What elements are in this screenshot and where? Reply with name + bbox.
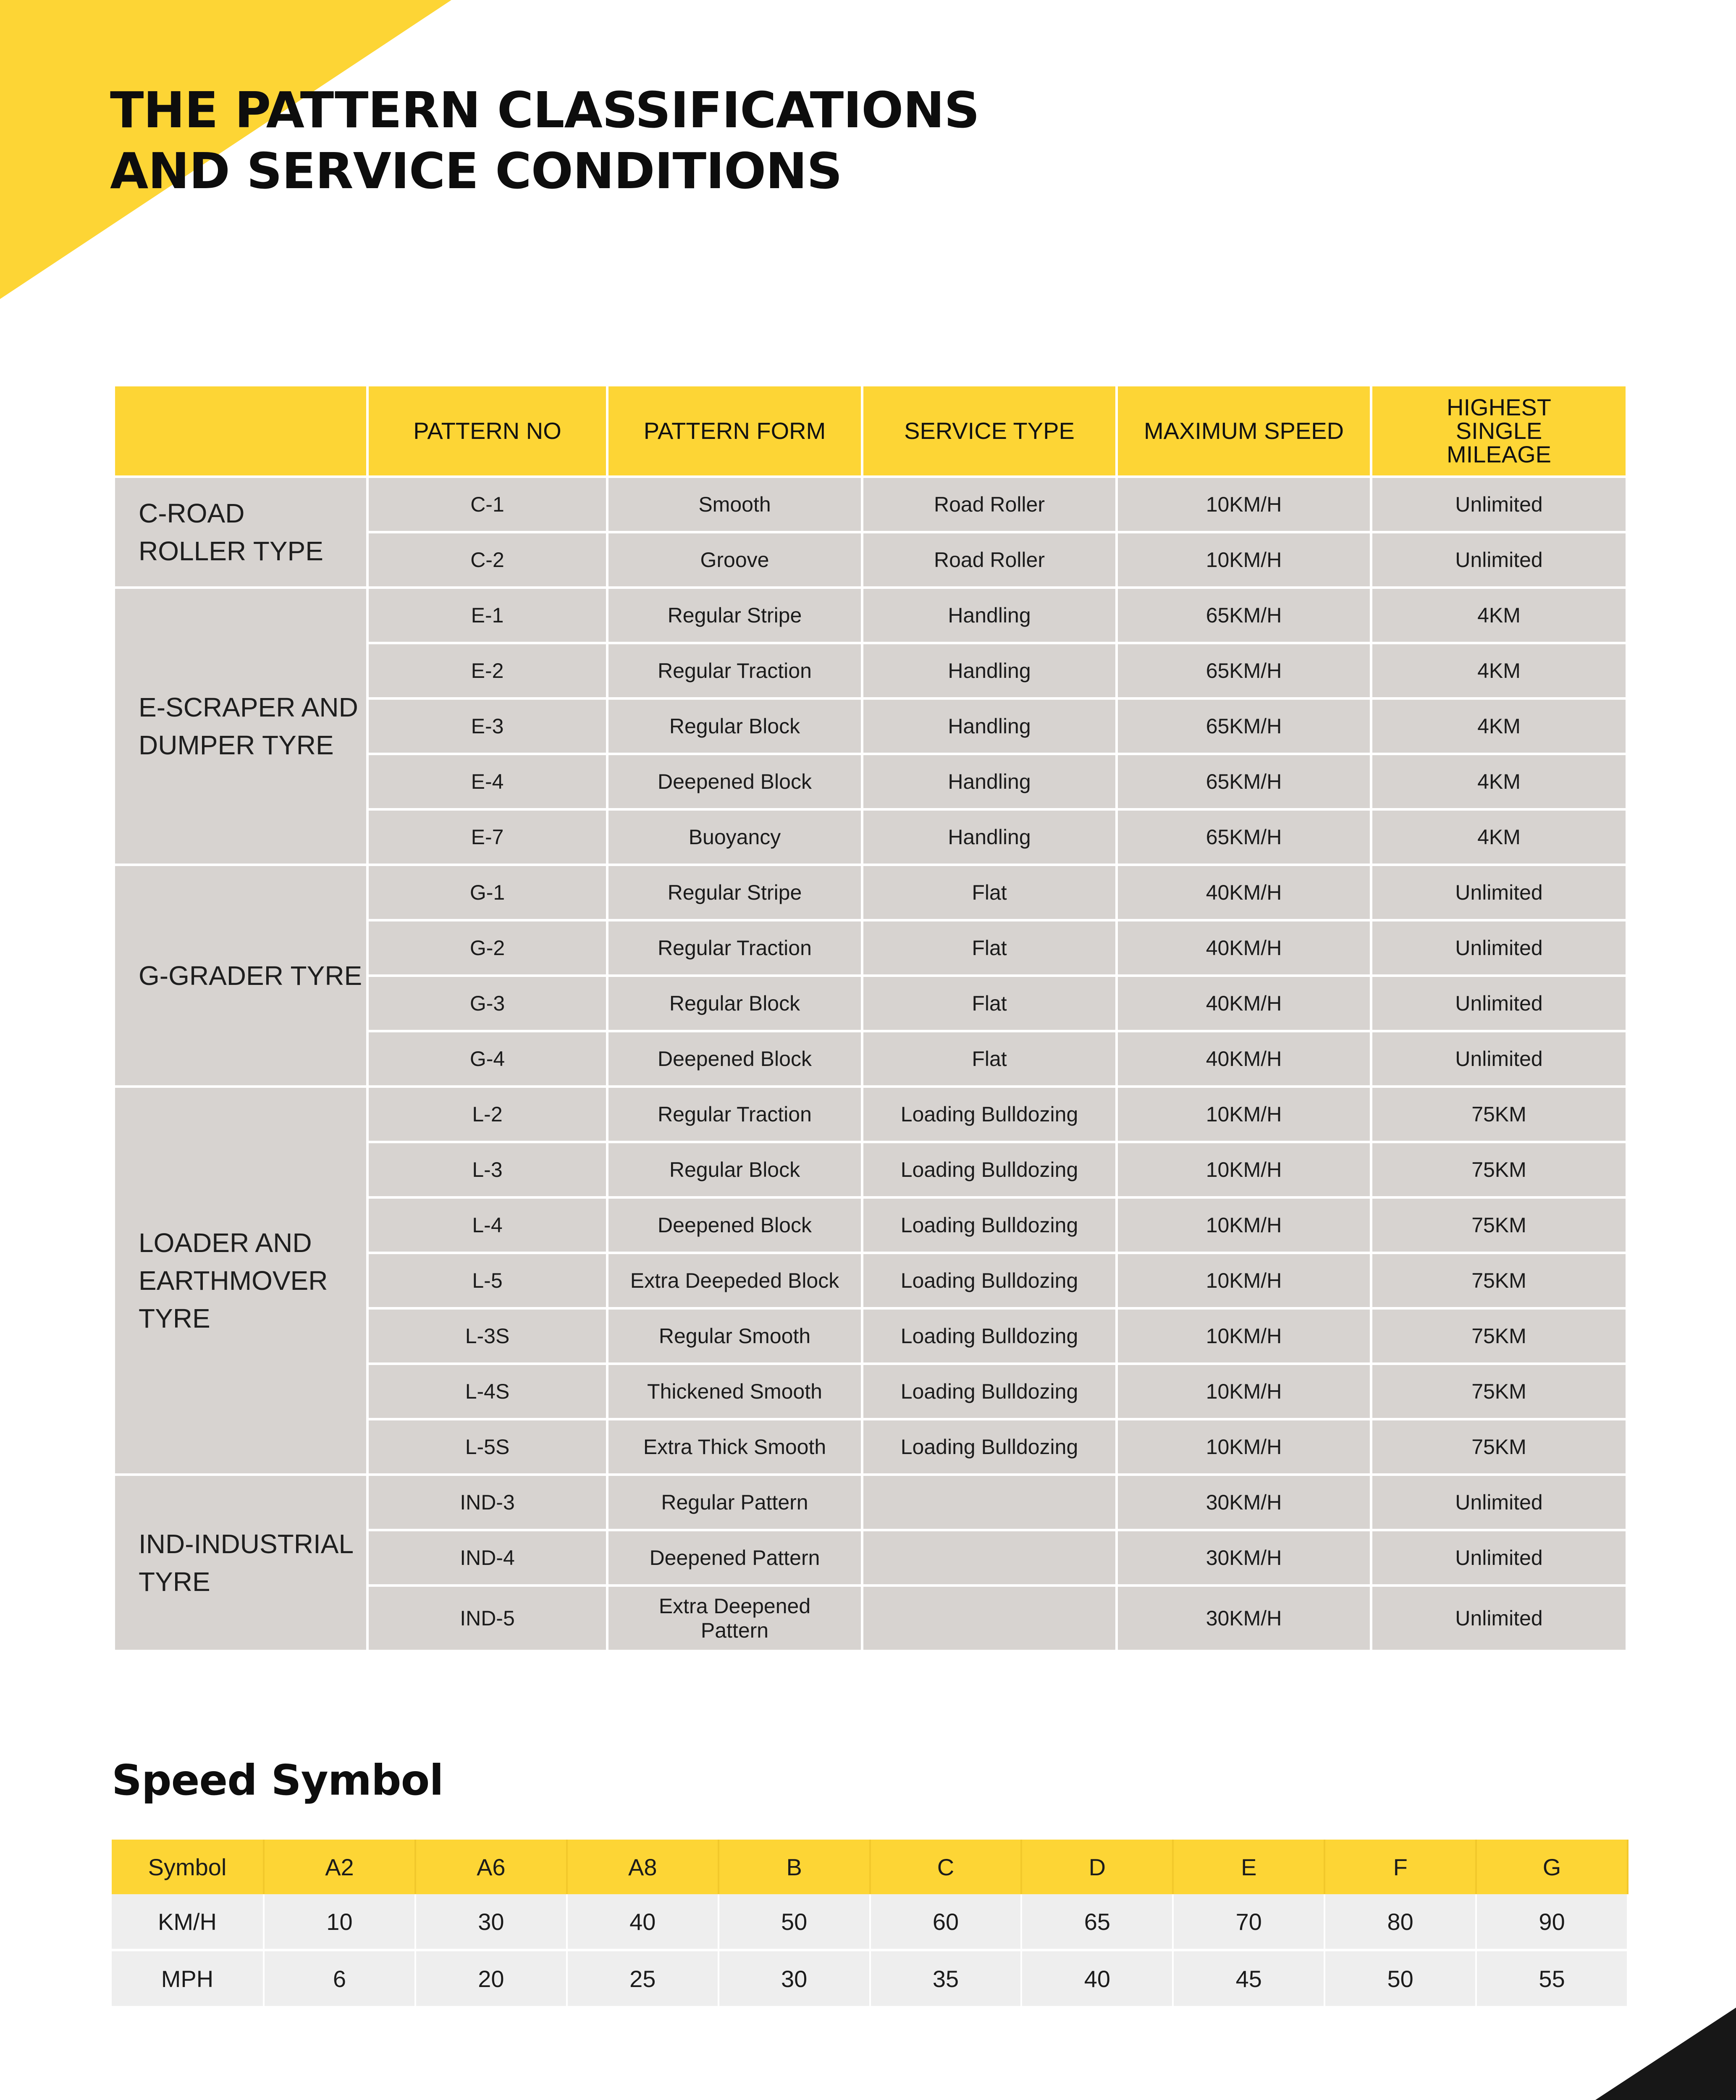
pattern-form-cell: Regular Block bbox=[607, 1142, 862, 1197]
pattern-no-cell: L-4 bbox=[367, 1197, 607, 1253]
table-row bbox=[114, 477, 1627, 532]
service-type-cell: Loading Bulldozing bbox=[862, 1142, 1117, 1197]
pattern-form-cell: Regular Traction bbox=[607, 1087, 862, 1142]
speed-kmh-cell: 80 bbox=[1324, 1894, 1476, 1950]
pattern-no-cell: L-4S bbox=[367, 1364, 607, 1419]
pattern-no-cell: E-4 bbox=[367, 754, 607, 809]
speed-mph-cell: 55 bbox=[1476, 1950, 1628, 2006]
pattern-form-cell: Deepened Block bbox=[607, 754, 862, 809]
pattern-classification-table bbox=[113, 384, 1628, 1652]
header-service-type: SERVICE TYPE bbox=[862, 385, 1117, 477]
max-speed-cell: 10KM/H bbox=[1117, 1087, 1371, 1142]
category-line: E-SCRAPER AND bbox=[139, 692, 358, 722]
service-type-cell: Road Roller bbox=[862, 477, 1117, 532]
header-pattern-form: PATTERN FORM bbox=[607, 385, 862, 477]
pattern-form-cell: Regular Traction bbox=[607, 920, 862, 976]
mileage-cell: 4KM bbox=[1371, 698, 1627, 754]
mileage-cell: 4KM bbox=[1371, 809, 1627, 865]
max-speed-cell: 65KM/H bbox=[1117, 643, 1371, 698]
mileage-cell: Unlimited bbox=[1371, 477, 1627, 532]
table-header-row bbox=[114, 385, 1627, 477]
category-line: G-GRADER TYRE bbox=[139, 961, 362, 991]
table-row bbox=[114, 1475, 1627, 1530]
max-speed-cell: 65KM/H bbox=[1117, 809, 1371, 865]
speed-symbol-table bbox=[112, 1840, 1628, 2006]
pattern-no-cell: L-2 bbox=[367, 1087, 607, 1142]
header-maximum-speed: MAXIMUM SPEED bbox=[1117, 385, 1371, 477]
pattern-no-cell: G-1 bbox=[367, 865, 607, 920]
service-type-cell: Flat bbox=[862, 1031, 1117, 1087]
mileage-cell: Unlimited bbox=[1371, 865, 1627, 920]
speed-mph-cell: 35 bbox=[870, 1950, 1022, 2006]
pattern-no-cell: L-3 bbox=[367, 1142, 607, 1197]
speed-mph-label: MPH bbox=[112, 1950, 264, 2006]
service-type-cell: Loading Bulldozing bbox=[862, 1364, 1117, 1419]
pattern-no-cell: IND-5 bbox=[367, 1586, 607, 1651]
speed-mph-cell: 45 bbox=[1173, 1950, 1324, 2006]
pattern-form-cell: Regular Traction bbox=[607, 643, 862, 698]
category-line: EARTHMOVER bbox=[139, 1265, 328, 1296]
page-title-line-2: AND SERVICE CONDITIONS bbox=[110, 142, 842, 200]
speed-symbol-cell: A6 bbox=[415, 1840, 567, 1894]
pattern-form-cell: Extra Deepeded Block bbox=[607, 1253, 862, 1308]
speed-kmh-cell: 70 bbox=[1173, 1894, 1324, 1950]
pattern-no-cell: L-3S bbox=[367, 1308, 607, 1364]
speed-symbol-cell: C bbox=[870, 1840, 1022, 1894]
mileage-cell: 4KM bbox=[1371, 588, 1627, 643]
header-category bbox=[114, 385, 367, 477]
speed-symbol-cell: B bbox=[719, 1840, 870, 1894]
mileage-cell: 75KM bbox=[1371, 1364, 1627, 1419]
speed-kmh-cell: 90 bbox=[1476, 1894, 1628, 1950]
pattern-form-cell: Regular Pattern bbox=[607, 1475, 862, 1530]
pattern-table-body bbox=[114, 477, 1627, 1651]
service-type-cell bbox=[862, 1586, 1117, 1651]
max-speed-cell: 40KM/H bbox=[1117, 1031, 1371, 1087]
mileage-cell: Unlimited bbox=[1371, 1475, 1627, 1530]
service-type-cell: Loading Bulldozing bbox=[862, 1087, 1117, 1142]
service-type-cell: Handling bbox=[862, 754, 1117, 809]
pattern-form-cell: Buoyancy bbox=[607, 809, 862, 865]
pattern-no-cell: E-3 bbox=[367, 698, 607, 754]
pattern-form-cell: Regular Stripe bbox=[607, 865, 862, 920]
pattern-form-cell: Deepened Block bbox=[607, 1031, 862, 1087]
pattern-no-cell: C-2 bbox=[367, 532, 607, 588]
category-cell bbox=[114, 588, 367, 865]
mileage-cell: 75KM bbox=[1371, 1087, 1627, 1142]
max-speed-cell: 10KM/H bbox=[1117, 1419, 1371, 1475]
service-type-cell: Handling bbox=[862, 588, 1117, 643]
mileage-cell: 75KM bbox=[1371, 1308, 1627, 1364]
speed-mph-cell: 40 bbox=[1021, 1950, 1173, 2006]
pattern-form-cell: Deepened Block bbox=[607, 1197, 862, 1253]
pattern-no-cell: E-2 bbox=[367, 643, 607, 698]
service-type-cell bbox=[862, 1475, 1117, 1530]
header-mileage-text: HIGHEST SINGLE MILEAGE bbox=[1447, 394, 1551, 467]
category-line: LOADER AND bbox=[139, 1228, 312, 1258]
max-speed-cell: 65KM/H bbox=[1117, 588, 1371, 643]
pattern-form-cell: Groove bbox=[607, 532, 862, 588]
max-speed-cell: 10KM/H bbox=[1117, 477, 1371, 532]
speed-mph-cell: 50 bbox=[1324, 1950, 1476, 2006]
speed-kmh-cell: 60 bbox=[870, 1894, 1022, 1950]
pattern-form-cell: Regular Smooth bbox=[607, 1308, 862, 1364]
pattern-no-cell: L-5 bbox=[367, 1253, 607, 1308]
table-row bbox=[114, 865, 1627, 920]
category-line: DUMPER TYRE bbox=[139, 730, 334, 760]
pattern-no-cell: IND-4 bbox=[367, 1530, 607, 1586]
category-line: C-ROAD bbox=[139, 498, 245, 528]
pattern-no-cell: L-5S bbox=[367, 1419, 607, 1475]
service-type-cell: Handling bbox=[862, 809, 1117, 865]
max-speed-cell: 30KM/H bbox=[1117, 1475, 1371, 1530]
category-cell bbox=[114, 477, 367, 588]
max-speed-cell: 30KM/H bbox=[1117, 1586, 1371, 1651]
max-speed-cell: 65KM/H bbox=[1117, 698, 1371, 754]
speed-symbol-cell: A2 bbox=[264, 1840, 415, 1894]
service-type-cell: Flat bbox=[862, 920, 1117, 976]
table-row bbox=[114, 588, 1627, 643]
pattern-form-cell: Regular Block bbox=[607, 698, 862, 754]
category-line: IND-INDUSTRIAL bbox=[139, 1529, 354, 1559]
mileage-cell: Unlimited bbox=[1371, 1530, 1627, 1586]
speed-symbol-title: Speed Symbol bbox=[112, 1756, 443, 1805]
speed-symbol-cell: F bbox=[1324, 1840, 1476, 1894]
speed-kmh-label: KM/H bbox=[112, 1894, 264, 1950]
speed-kmh-cell: 30 bbox=[415, 1894, 567, 1950]
max-speed-cell: 10KM/H bbox=[1117, 1253, 1371, 1308]
speed-symbol-header-row bbox=[112, 1840, 1628, 1894]
max-speed-cell: 40KM/H bbox=[1117, 976, 1371, 1031]
category-cell bbox=[114, 1475, 367, 1651]
pattern-no-cell: G-4 bbox=[367, 1031, 607, 1087]
max-speed-cell: 10KM/H bbox=[1117, 532, 1371, 588]
speed-mph-cell: 6 bbox=[264, 1950, 415, 2006]
pattern-form-cell: Deepened Pattern bbox=[607, 1530, 862, 1586]
mileage-cell: Unlimited bbox=[1371, 976, 1627, 1031]
pattern-no-cell: G-3 bbox=[367, 976, 607, 1031]
mileage-cell: 75KM bbox=[1371, 1253, 1627, 1308]
speed-symbol-cell: G bbox=[1476, 1840, 1628, 1894]
mileage-cell: 75KM bbox=[1371, 1197, 1627, 1253]
speed-mph-cell: 30 bbox=[719, 1950, 870, 2006]
category-line: TYRE bbox=[139, 1303, 210, 1334]
mileage-cell: 4KM bbox=[1371, 643, 1627, 698]
pattern-no-cell: C-1 bbox=[367, 477, 607, 532]
service-type-cell: Loading Bulldozing bbox=[862, 1419, 1117, 1475]
max-speed-cell: 65KM/H bbox=[1117, 754, 1371, 809]
service-type-cell bbox=[862, 1530, 1117, 1586]
max-speed-cell: 30KM/H bbox=[1117, 1530, 1371, 1586]
pattern-form-cell: Thickened Smooth bbox=[607, 1364, 862, 1419]
speed-symbol-label: Symbol bbox=[112, 1840, 264, 1894]
speed-symbol-cell: D bbox=[1021, 1840, 1173, 1894]
pattern-form-cell: Extra Deepened Pattern bbox=[607, 1586, 862, 1651]
max-speed-cell: 10KM/H bbox=[1117, 1364, 1371, 1419]
speed-kmh-cell: 40 bbox=[567, 1894, 719, 1950]
pattern-no-cell: IND-3 bbox=[367, 1475, 607, 1530]
pattern-form-cell: Extra Thick Smooth bbox=[607, 1419, 862, 1475]
max-speed-cell: 40KM/H bbox=[1117, 865, 1371, 920]
mileage-cell: Unlimited bbox=[1371, 1586, 1627, 1651]
speed-symbol-cell: A8 bbox=[567, 1840, 719, 1894]
pattern-no-cell: G-2 bbox=[367, 920, 607, 976]
service-type-cell: Loading Bulldozing bbox=[862, 1197, 1117, 1253]
max-speed-cell: 10KM/H bbox=[1117, 1197, 1371, 1253]
max-speed-cell: 10KM/H bbox=[1117, 1142, 1371, 1197]
max-speed-cell: 40KM/H bbox=[1117, 920, 1371, 976]
pattern-no-cell: E-1 bbox=[367, 588, 607, 643]
speed-symbol-cell: E bbox=[1173, 1840, 1324, 1894]
pattern-form-cell: Smooth bbox=[607, 477, 862, 532]
pattern-form-cell: Regular Stripe bbox=[607, 588, 862, 643]
category-line: ROLLER TYPE bbox=[139, 536, 323, 566]
service-type-cell: Handling bbox=[862, 698, 1117, 754]
service-type-cell: Flat bbox=[862, 976, 1117, 1031]
speed-mph-cell: 25 bbox=[567, 1950, 719, 2006]
speed-mph-row bbox=[112, 1950, 1628, 2006]
table-row bbox=[114, 1087, 1627, 1142]
service-type-cell: Road Roller bbox=[862, 532, 1117, 588]
header-highest-single-mileage bbox=[1371, 385, 1627, 477]
service-type-cell: Loading Bulldozing bbox=[862, 1308, 1117, 1364]
speed-kmh-cell: 50 bbox=[719, 1894, 870, 1950]
speed-kmh-row bbox=[112, 1894, 1628, 1950]
pattern-no-cell: E-7 bbox=[367, 809, 607, 865]
header-pattern-no: PATTERN NO bbox=[367, 385, 607, 477]
max-speed-cell: 10KM/H bbox=[1117, 1308, 1371, 1364]
speed-mph-cell: 20 bbox=[415, 1950, 567, 2006]
service-type-cell: Handling bbox=[862, 643, 1117, 698]
mileage-cell: 4KM bbox=[1371, 754, 1627, 809]
mileage-cell: 75KM bbox=[1371, 1419, 1627, 1475]
category-line: TYRE bbox=[139, 1567, 210, 1597]
service-type-cell: Loading Bulldozing bbox=[862, 1253, 1117, 1308]
speed-kmh-cell: 10 bbox=[264, 1894, 415, 1950]
mileage-cell: Unlimited bbox=[1371, 532, 1627, 588]
page-title bbox=[110, 80, 979, 202]
mileage-cell: Unlimited bbox=[1371, 920, 1627, 976]
service-type-cell: Flat bbox=[862, 865, 1117, 920]
mileage-cell: 75KM bbox=[1371, 1142, 1627, 1197]
category-cell bbox=[114, 865, 367, 1087]
page-title-line-1: THE PATTERN CLASSIFICATIONS bbox=[110, 81, 980, 139]
category-cell bbox=[114, 1087, 367, 1475]
pattern-form-cell: Regular Block bbox=[607, 976, 862, 1031]
bottom-right-black-stripe bbox=[1205, 2008, 1736, 2100]
speed-kmh-cell: 65 bbox=[1021, 1894, 1173, 1950]
mileage-cell: Unlimited bbox=[1371, 1031, 1627, 1087]
